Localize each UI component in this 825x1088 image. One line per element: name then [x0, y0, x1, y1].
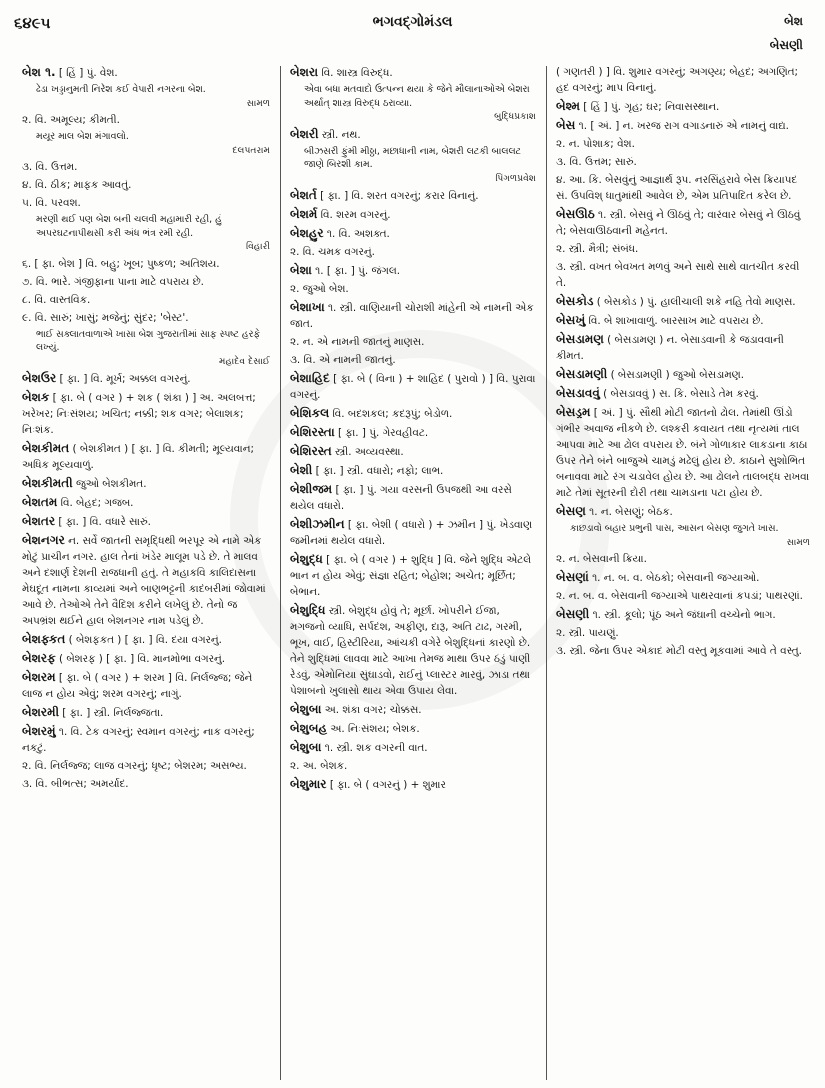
definition-text: વિ. બદશકલ; કદરૂપું; બેડોળ. [329, 408, 453, 420]
sense-text: ૩. વિ. એ નામની જાતનું. [290, 354, 396, 366]
definition-text: [ હિં ] પું. વેશ. [55, 67, 118, 79]
definition-text: ( બેસડાવવું ) સ. કિ. બેસાડે તેમ કરવું. [599, 388, 759, 400]
sense-text: ૨. ન. પોશાક; વેશ. [556, 138, 635, 150]
definition-text: [ ફા. બે ( વગર ) + શક ( શંકા ) ] અ. અલબત્ત; ખરેખર; નિઃસંશય; ખચિત; નક્કી; શક વગર; બેલાશક; નિઃશંક. [22, 392, 256, 436]
sense-text: ૨. વિ. નિર્લજ્જ; લાજ વગરનું; ધૃષ્ટ; બેશરમ; અસભ્ય. [22, 760, 247, 772]
dictionary-entry [290, 370, 536, 403]
dictionary-entry [22, 389, 270, 438]
headword: બેશરમું [22, 724, 56, 738]
definition-text: [ ફા. બે ( વિના ) + શાહિદ ( પુરાવો ) ] વિ. પુરાવા વગરનું. [290, 373, 536, 401]
headword: બેસકોડ [556, 294, 594, 308]
headword: બેસણી [556, 607, 590, 621]
column-2 [290, 64, 536, 1082]
definition-sense [556, 625, 810, 641]
headword: બેશિરસ્ત [290, 444, 332, 458]
sense-text: ( ગણતરી ) ] વિ. શુમાર વગરનું; અગણ્ય; બેહદ; અગણિત; હદ વગરનું; માપ વિનાનું. [556, 66, 799, 94]
citation-quote [570, 522, 810, 549]
headword: બેશુબા [290, 702, 322, 716]
definition-text: [ હિં ] પું. ગૃહ; ઘર; નિવાસસ્થાન. [579, 101, 720, 113]
dictionary-entry [22, 370, 270, 387]
definition-sense [22, 274, 270, 290]
quote-source: બુદ્ધિપ્રકાશ [494, 111, 536, 122]
headword: બેશરમી [22, 705, 59, 719]
headword: બેસખું [556, 313, 586, 327]
sense-text: ૨. ન. બ. વ. બેસવાની જગ્યાએ પાથરવાનાં કપડાં; પાથરણાં. [556, 590, 803, 602]
dictionary-entry [22, 631, 270, 648]
sense-text: ૨. જુઓ બેશ. [290, 283, 349, 295]
sense-text: ૩. સ્ત્રી. વખત બેવખત મળવું અને સાથે સાથે વાતચીત કરવી તે. [556, 261, 800, 289]
definition-text: ૧. સ્ત્રી. શક વગરની વાત. [321, 742, 428, 754]
dictionary-entry [290, 187, 536, 204]
citation-quote [36, 83, 270, 110]
dictionary-entry [290, 126, 536, 143]
sense-text: ૬. [ ફા. બેશ ] વિ. બહુ; ખૂબ; પુષ્કળ; અતિશય. [22, 257, 220, 270]
definition-sense [290, 352, 536, 368]
definition-sense [22, 177, 270, 193]
headword: બેશાહિદ [290, 371, 330, 385]
definition-text: ૧. સ્ત્રી. બેસવું ને ઊઠવું તે; વારંવાર બેસવું ને ઊઠવું તે; બેસવાઊઠવાની મહેનત. [556, 209, 801, 237]
dictionary-entry [290, 424, 536, 441]
definition-sense [290, 244, 536, 260]
definition-text: ( બેશફકત ) [ ફા. ] વિ. દયા વગરનું. [65, 634, 222, 646]
definition-text: [ ફા. ] પું. ગેરવહીવટ. [334, 427, 429, 439]
column-divider [280, 66, 281, 1080]
definition-sense [290, 334, 536, 350]
headword: બેશ્મ [556, 99, 580, 113]
definition-text: ૧. ન. બેસણું; બેઠક. [585, 506, 673, 518]
sense-text: ૨. સ્ત્રી. મૈત્રી; સંબંધ. [556, 243, 639, 255]
headword: બેશુમાર [290, 777, 327, 791]
definition-text: વિ. બેહદ; ગજબ. [57, 497, 134, 509]
headword: બેશર્મ [290, 207, 318, 221]
definition-text: સ્ત્રી. બેશુદ્ધ હોવું તે; મૂર્છા. ખોપરીને ઈજા, મગજનો વ્યાધિ, સર્પદંશ, અફીણ, દારૂ, અતિ ટાઢ, ગરમી, ભૂખ, વાઈ, હિસ્ટીરિયા, આંચકી વગેરે બેશુદ્ધિનાં કારણો છે. તેને શુદ્ધિમાં લાવવા માટે આખા તેમજ માથા ઉપર ઠંડું પાણી રેડવું, એમોનિયા સુંઘાડવો, રાઈનું પ્લાસ્ટર મારવું, ઝાડા તથા પેશાબનો ખુલાસો થાય એવા ઉપાય લેવા. [290, 605, 531, 697]
headword: બેશરા [290, 65, 319, 79]
dictionary-entry [290, 262, 536, 279]
citation-quote [36, 213, 270, 254]
definition-sense [556, 643, 810, 659]
dictionary-entry [290, 206, 536, 223]
sense-text: ૭. વિ. ભારે. ગંજીફાના પાના માટે વપરાય છે. [22, 275, 204, 288]
definition-text: અ. નિઃસંશય; બેશક. [327, 723, 420, 735]
dictionary-entry [22, 494, 270, 511]
definition-text: ૧. [ ફા. ] પું. જંગલ. [311, 265, 401, 277]
column-3 [556, 64, 810, 1082]
headword: બેશા [290, 263, 312, 277]
headword: બેશીઝમીન [290, 517, 345, 531]
sense-text: ૯. વિ. સારું; ખાસું; મજેનું; સુંદર; 'બેસ્ટ'. [22, 311, 189, 324]
definition-text: વિ. બે શાખાવાળું. બારસાખ માટે વપરાય છે. [585, 315, 764, 327]
sense-text: ૮. વિ. વાસ્તવિક. [22, 293, 91, 306]
headword: બેશકીમતી [22, 476, 73, 490]
dictionary-entry [556, 569, 810, 586]
headword: બેશિકલ [290, 406, 330, 420]
page-title: ભગવદ્ગોમંડલ [372, 14, 453, 30]
quote-source: પિંગળપ્રવેશ [495, 172, 536, 184]
headword: બેશી [290, 463, 313, 477]
definition-text: સ્ત્રી. અવ્યવસ્થા. [331, 446, 404, 458]
headword: બેશુબા [290, 740, 322, 754]
definition-text: ( બેશરફ ) [ ફા. ] વિ. માનમોભા વગરનું. [55, 653, 226, 665]
definition-text: [ ફા. ] સ્ત્રી. નિર્લજ્જતા. [59, 707, 164, 719]
headword: બેશનગર [22, 533, 65, 547]
definition-sense [290, 281, 536, 297]
definition-text: ૧. સ્ત્રી. કૂલો; પૂંઠ અને જંઘાની વચ્ચેનો ભાગ. [589, 609, 776, 621]
quote-text: મરણી થઈ પણ બેશ બની ચલવી મહામારી રહી, હું અપરઘટનાપીથસી કરી અંધ ભંત્ર રમી રહી. [36, 214, 222, 239]
headword: બેશતર [22, 514, 56, 528]
citation-quote [304, 145, 536, 186]
definition-text: સ્ત્રી. નથ. [318, 128, 361, 141]
sense-text: ૨. સ્ત્રી. પાયણું. [556, 627, 619, 639]
definition-text: ( બેસકોડ ) પું. હાલીચાલી શકે નહિ તેવો માણસ. [593, 296, 796, 308]
definition-sense [22, 159, 270, 175]
dictionary-entry [290, 462, 536, 479]
headword: બેશીજમ [290, 482, 333, 496]
sense-text: ૨. ન. બેસવાની ક્રિયા. [556, 553, 647, 565]
sense-text: ૫. વિ. પરવશ. [22, 197, 81, 209]
definition-sense [556, 241, 810, 257]
headword: બેશુદ્ધિ [290, 603, 326, 617]
sense-text: ૩. વિ. ઉત્તમ. [22, 161, 78, 173]
citation-quote [36, 328, 270, 369]
dictionary-entry [22, 475, 270, 492]
definition-text: ૧. વિ. ટેક વગરનું; સ્વમાન વગરનું; નાક વગરનું; નકટું. [22, 726, 255, 754]
dictionary-entry [290, 443, 536, 460]
headword: બેશુબહ [290, 721, 328, 735]
sense-text: ૨. અ. બેશક. [290, 760, 348, 772]
dictionary-entry [22, 532, 270, 629]
dictionary-entry [556, 404, 810, 501]
definition-sense [22, 758, 270, 774]
dictionary-entry [290, 225, 536, 242]
page-number: ૬૪૯૫ [14, 14, 51, 32]
definition-sense [22, 776, 270, 792]
dictionary-entry [556, 331, 810, 364]
headword: બેશિરસ્તા [290, 425, 335, 439]
sense-text: ૩. વિ. ઉત્તમ; સારું. [556, 156, 637, 168]
quote-text: મયૂર માલ બેશ મંગાવલો. [36, 131, 129, 142]
quote-source: વિહારી [246, 241, 270, 252]
headword: બેશફ્કત [22, 632, 66, 646]
definition-text: ૧. વિ. અશક્ત. [323, 228, 390, 240]
quote-text: ઢેડા ખડ્ડાનુમતી નિરેશ કઈ વેપારી નગરના બેશ. [36, 84, 206, 95]
dictionary-entry [556, 385, 810, 402]
sense-text: ૨. વિ. ચમક વગરનું. [290, 246, 375, 258]
definition-sense [22, 112, 270, 128]
headword: બેસડામણી [556, 367, 608, 381]
dictionary-entry [290, 739, 536, 756]
dictionary-entry [556, 98, 810, 115]
definition-text: [ ફા. બે ( વગર ) + શરમ ] વિ. નિર્લજ્જ; જેને લાજ ન હોય એવું; શરમ વગરનું; નાગું. [22, 672, 253, 700]
headword: બેસ [556, 118, 576, 132]
headword: બેસડ્રમ [556, 405, 591, 419]
column-divider [546, 66, 547, 1080]
headword: બેશઉર [22, 371, 57, 385]
definition-sense [556, 64, 810, 96]
definition-text: [ ફા. ] વિ. શરત વગરનું; કરાર વિનાનું. [316, 190, 479, 202]
definition-text: ૧. [ અં. ] ન. ખરજ રાગ વગાડનારું એ નામનું વાદ્ય. [575, 120, 789, 132]
definition-text: [ ફા. બે ( વગર ) + શુદ્ધિ ] વિ. જેને શુદ્ધિ એટલે ભાન ન હોય એવું; સંજ્ઞા રહિત; બેહોશ; અચેત; મૂર્છિત; બેભાન. [290, 554, 532, 598]
headword: બેશ ૧. [22, 65, 56, 79]
dictionary-entry [22, 723, 270, 756]
column-1 [22, 64, 270, 1082]
dictionary-entry [556, 503, 810, 520]
dictionary-entry [290, 720, 536, 737]
headword: બેશક [22, 390, 50, 404]
definition-text: ( બેસડામણ ) ન. બેસાડવાની કે જડાવવાની કીમત. [556, 334, 784, 362]
definition-text: [ ફા. ] વિ. મૂર્ખ; અક્કલ વગરનું. [56, 373, 191, 385]
quote-text: ભાઈ સક્લાતવાળાએ ખાસા બેશ ગુજરાતીમાં સાફ સ્પષ્ટ હરફે લખ્યું. [36, 328, 261, 353]
definition-sense [556, 551, 810, 567]
dictionary-entry [22, 650, 270, 667]
dictionary-entry [556, 293, 810, 310]
definition-text: [ અં. ] પું. સૌથી મોટી જાતનો ઢોલ. તેમાંથી ઊંડો ગંભીર અવાજ નીકળે છે. લશ્કરી કવાયત તથા નૃત્યમાં તાલ આપવા માટે આ ઢોલ વપરાય છે. બંને ગોળાકાર લાકડાના કાઠા ઉપર તેને બંને બાજુએ ચામડું મઢેલું હોય છે. કાઠાને સુશોભિત બનાવવા માટે રંગ ચડાવેલ હોય છે. આ ઢોલને તાલબદ્ધ રાખવા માટે તેમાં સૂતરની દોરી તથા ચામડાના પટા હોય છે. [556, 407, 810, 499]
guide-word-first: બેશ [784, 14, 803, 28]
sense-text: ૨. વિ. અમૂલ્ય; કીમતી. [22, 114, 120, 126]
headword: બેશરી [290, 126, 319, 141]
definition-text: ( બેશકીમત ) [ ફા. ] વિ. કીમતી; મૂલ્યવાન; અધિક મૂલ્યવાળું. [22, 443, 254, 471]
definition-sense [22, 292, 270, 308]
headword: બેશતમ [22, 495, 58, 509]
definition-sense [556, 588, 810, 604]
dictionary-entry [22, 64, 270, 81]
definition-text: [ ફા. ] સ્ત્રી. વધારો; નફો; લાભ. [312, 465, 444, 477]
dictionary-entry [290, 602, 536, 699]
definition-sense [290, 758, 536, 774]
dictionary-entry [290, 551, 536, 600]
sense-text: ૪. આ. કિ. બેસવુંનું આજ્ઞાર્થ રૂપ. નરસિંહરાવે બેસ ક્રિયાપદ સં. ઉપવિશ્ ધાતુમાંથી આવેલ છે, એમ પ્રતિપાદિત કરેલ છે. [556, 174, 798, 202]
headword: બેશાખા [290, 300, 325, 314]
definition-text: ૧. ન. બ. વ. બેઠકો; બેસવાની જગ્યાઓ. [588, 572, 760, 584]
headword: બેશહુર [290, 226, 324, 240]
headword: બેસઊઠ [556, 207, 595, 221]
quote-source: મહાદેવ દેસાઈ [219, 355, 270, 367]
definition-text: વિ. શરમ વગરનું. [317, 209, 391, 221]
sense-text: ૩. સ્ત્રી. જેના ઉપર એકાદ મોટી વસ્તુ મૂકવામાં આવે તે વસ્તુ. [556, 645, 802, 657]
headword: બેશરફ [22, 651, 56, 665]
headword: બેસડામણ [556, 332, 604, 346]
dictionary-entry [556, 366, 810, 383]
definition-sense [556, 154, 810, 170]
dictionary-entry [22, 513, 270, 530]
headword: બેસડાવવું [556, 386, 600, 400]
headword: બેશર્ત [290, 188, 317, 202]
sense-text: ૩. વિ. બીભત્સ; અમર્યાદ. [22, 778, 129, 790]
dictionary-entry [22, 669, 270, 702]
headword: બેશકીમત [22, 441, 70, 455]
dictionary-entry [556, 312, 810, 329]
dictionary-entry [22, 440, 270, 473]
quote-text: એવા બધા મતવાદો ઉત્પન્ન થયા કે જેને મૌલાનાઓએ બેશરા અર્થાત્ શાસ્ત્ર વિરુદ્ધ ઠરાવ્યા. [304, 84, 530, 109]
definition-sense [556, 259, 810, 291]
definition-sense [22, 256, 270, 272]
definition-sense [22, 310, 270, 326]
citation-quote [304, 83, 536, 124]
definition-text: ન. સર્વે જાતની સમૃદ્ધિથી ભરપૂર એ નામે એક મોટું પ્રાચીન નગર. હાલ તેનાં ખંડેર માલૂમ પડે છે. તે માલવ અને દશાર્ણ દેશની રાજધાની હતું. તે મહાકવિ કાલિદાસના મેઘદૂત નામના કાવ્યમાં અને બાણભટ્ટની કાદંબરીમાં જોવામાં આવે છે. તેઓએ તેને વૈદિશ કરીને લખેલું છે. તેનો જ અપભ્રંશ થઈને હાલ બેશનગર નામ પડેલું છે. [22, 535, 266, 627]
headword: બેસણ [556, 504, 586, 518]
citation-quote [36, 130, 270, 157]
definition-sense [22, 195, 270, 211]
quote-source: દલપતરામ [232, 144, 270, 156]
definition-text: જુઓ બેશકીમત. [72, 478, 147, 490]
definition-text: [ ફા. ] પું. ગયા વરસની ઉપજથી આ વરસે થયેલ વધારો. [290, 484, 512, 512]
sense-text: ૨. ન. એ નામની જાતનું માણસ. [290, 336, 425, 348]
quote-text: બીઝસરી ફુંમી મીઠ્ઠા, મછાધાની નામ, બેશરી લટકી બાલલટ જાણે બિરશી કામ. [304, 145, 522, 170]
definition-text: વિ. શાસ્ત્ર વિરુદ્ધ. [318, 67, 393, 79]
quote-source: સામળ [246, 97, 270, 109]
definition-text: ( બેસડામણી ) જુઓ બેસડામણ. [607, 369, 745, 381]
dictionary-entry [290, 776, 536, 793]
definition-text: [ ફા. બેશી ( વધારો ) + ઝમીન ] પું. ખેડવાણ જમીનમાં થયેલ વધારો. [290, 519, 533, 547]
dictionary-entry [290, 481, 536, 514]
dictionary-entry [290, 299, 536, 332]
definition-text: ૧. સ્ત્રી. વાણિયાની ચોરાશી માંહેની એ નામની એક જાત. [290, 302, 534, 330]
definition-text: અ. શંકા વગર; ચોક્કસ. [321, 704, 422, 716]
dictionary-entry [556, 117, 810, 134]
definition-text: [ ફા. ] વિ. વધારે સારું. [55, 516, 151, 528]
definition-sense [556, 172, 810, 204]
dictionary-entry [290, 701, 536, 718]
dictionary-entry [556, 206, 810, 239]
headword: બેશરમ [22, 670, 56, 684]
guide-word-last: બેસણી [769, 38, 803, 52]
headword: બેશુદ્ધ [290, 552, 323, 566]
dictionary-entry [290, 405, 536, 422]
quote-text: કાછડાવો બહાર પ્રભુની પાસ, આસન બેસણ જુગતે ખાસ. [570, 523, 779, 534]
dictionary-entry [22, 704, 270, 721]
sense-text: ૪. વિ. ઠીક; માફક આવતું. [22, 179, 132, 191]
quote-source: સામળ [786, 536, 810, 548]
definition-text: [ ફા. બે ( વગરનું ) + શુમાર [326, 779, 446, 791]
dictionary-entry [290, 64, 536, 81]
dictionary-entry [556, 606, 810, 623]
headword: બેસણાં [556, 570, 589, 584]
definition-sense [556, 136, 810, 152]
dictionary-entry [290, 516, 536, 549]
